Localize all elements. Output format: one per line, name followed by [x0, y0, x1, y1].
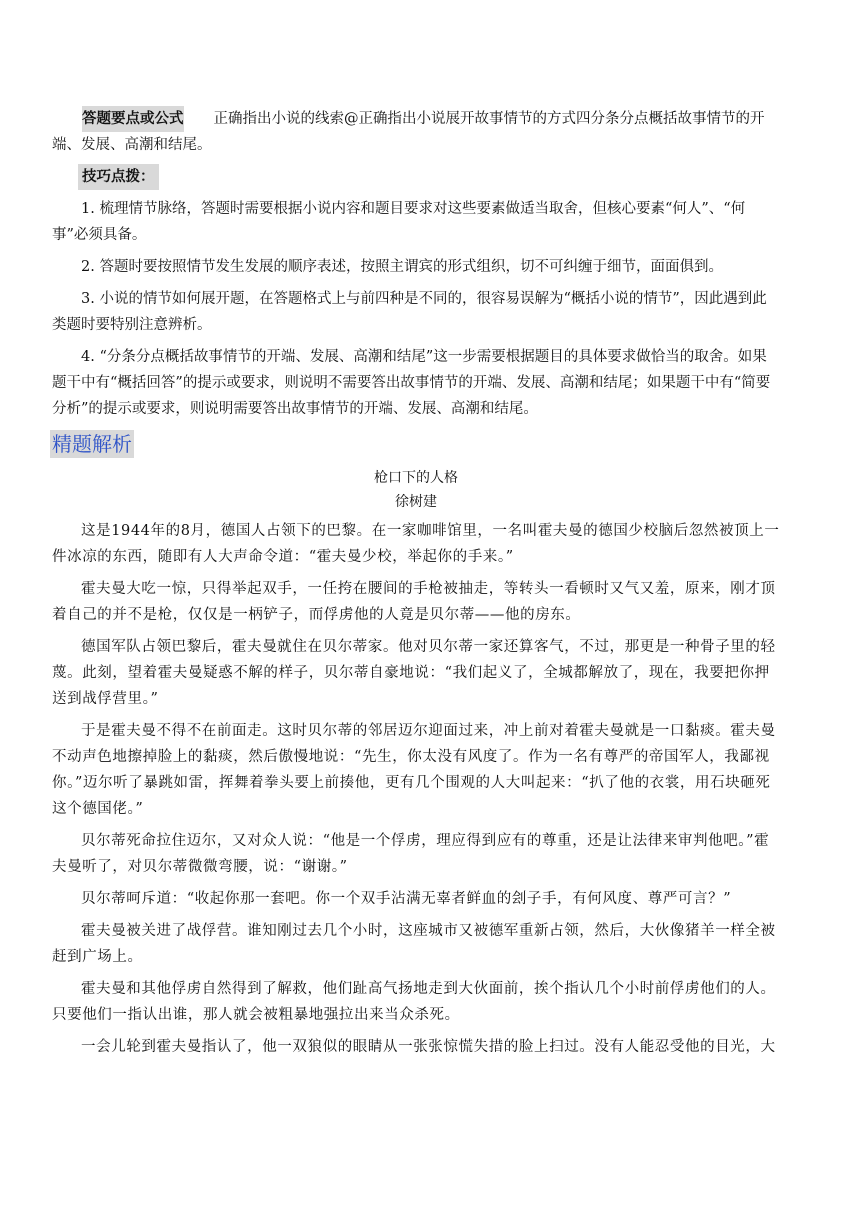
tips-label: 技巧点拨：	[78, 164, 159, 190]
story-title: 枪口下的人格	[374, 470, 458, 486]
story-paragraph: 这是1944年的8月，德国人占领下的巴黎。在一家咖啡馆里，一名叫霍夫曼的德国少校脑后忽然被顶上一件冰凉的东西，随即有人大声命令道：“霍夫曼少校，举起你的手来。”	[52, 523, 780, 565]
section-title: 精题解析	[52, 432, 132, 456]
story-paragraph: 贝尔蒂死命拉住迈尔，又对众人说：“他是一个俘虏，理应得到应有的尊重，还是让法律来审判他吧。”霍夫曼听了，对贝尔蒂微微弯腰，说：“谢谢。”	[52, 833, 770, 875]
story-paragraph: 于是霍夫曼不得不在前面走。这时贝尔蒂的邻居迈尔迎面过来，冲上前对着霍夫曼就是一口黏痰。霍夫曼不动声色地擦掉脸上的黏痰，然后傲慢地说：“先生，你太没有风度了。作为一名有尊严的帝国军人，我鄙视你。”迈尔听了暴跳如雷，挥舞着拳头要上前揍他，更有几个围观的人大叫起来：“扒了他的衣裳，用石块砸死这个德国佬。”	[52, 723, 776, 817]
tip-item: 1. 梳理情节脉络，答题时需要根据小说内容和题目要求对这些要素做适当取舍，但核心要素“何人”、“何事”必须具备。	[52, 201, 746, 243]
tips-heading-line	[52, 164, 780, 190]
tip-item: 2. 答题时要按照情节发生发展的顺序表述，按照主谓宾的形式组织，切不可纠缠于细节，面面俱到。	[81, 259, 723, 275]
story-paragraph: 霍夫曼大吃一惊，只得举起双手，一任挎在腰间的手枪被抽走，等转头一看顿时又气又羞，原来，刚才顶着自己的并不是枪，仅仅是一柄铲子，而俘虏他的人竟是贝尔蒂——他的房东。	[52, 581, 776, 623]
story-paragraph: 贝尔蒂呵斥道：“收起你那一套吧。你一个双手沾满无辜者鲜血的刽子手，有何风度、尊严可言？”	[81, 891, 732, 907]
story-author: 徐树建	[395, 494, 437, 510]
story-paragraph: 一会儿轮到霍夫曼指认了，他一双狼似的眼睛从一张张惊慌失措的脸上扫过。没有人能忍受他的目光，大	[81, 1039, 776, 1055]
answer-key-text: 正确指出小说的线索@正确指出小说展开故事情节的方式四分条分点概括故事情节的开端、发展、高潮和结尾。	[52, 111, 765, 153]
answer-key-paragraph	[52, 106, 780, 158]
story-paragraph: 霍夫曼被关进了战俘营。谁知刚过去几个小时，这座城市又被德军重新占领，然后，大伙像猪羊一样全被赶到广场上。	[52, 923, 776, 965]
story-paragraph: 霍夫曼和其他俘虏自然得到了解救，他们趾高气扬地走到大伙面前，挨个指认几个小时前俘虏他们的人。只要他们一指认出谁，那人就会被粗暴地强拉出来当众杀死。	[52, 981, 776, 1023]
answer-key-label: 答题要点或公式	[82, 106, 184, 132]
tip-item: 4. “分条分点概括故事情节的开端、发展、高潮和结尾”这一步需要根据题目的具体要求做恰当的取舍。如果题干中有“概括回答”的提示或要求，则说明不需要答出故事情节的开端、发展、高潮和结尾；如果题干中有“简要分析”的提示或要求，则说明需要答出故事情节的开端、发展、高潮和结尾。	[52, 349, 771, 417]
story-paragraph: 德国军队占领巴黎后，霍夫曼就住在贝尔蒂家。他对贝尔蒂一家还算客气，不过，那更是一种骨子里的轻蔑。此刻，望着霍夫曼疑惑不解的样子，贝尔蒂自豪地说：“我们起义了，全城都解放了，现在，我要把你押送到战俘营里。”	[52, 639, 776, 707]
document-page	[52, 106, 780, 1066]
story	[52, 466, 780, 1060]
tip-item: 3. 小说的情节如何展开题，在答题格式上与前四种是不同的，很容易误解为“概括小说的情节”，因此遇到此类题时要特别注意辨析。	[52, 291, 767, 333]
